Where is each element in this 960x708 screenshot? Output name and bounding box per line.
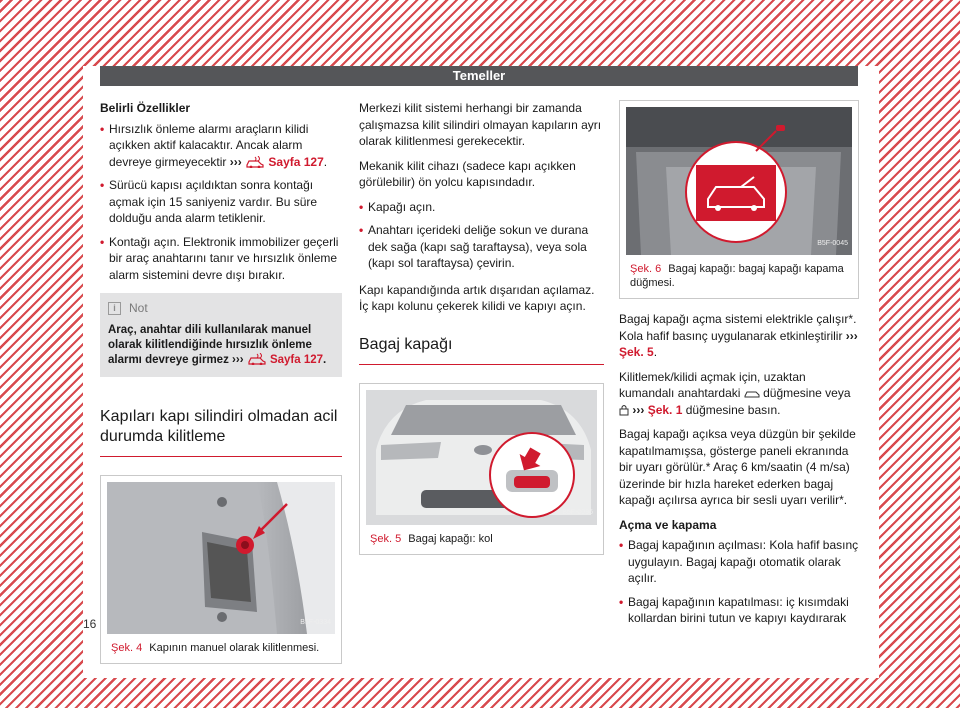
paragraph: Merkezi kilit sistemi herhangi bir zamanda çalışmazsa kilit silindiri olmayan kapıların ayrı olarak kilitlenmesi gerekecektir. bbox=[359, 101, 602, 148]
section-title-emergency-lock: Kapıları kapı silindiri olmadan acil durumda kilitleme bbox=[100, 407, 342, 457]
car-unlock-icon bbox=[744, 389, 760, 399]
figure-reference-link[interactable]: ››› Şek. 1 bbox=[632, 402, 683, 417]
list-item: • Kontağı açın. Elektronik immobilizer geçerli bir araç anahtarını tanır ve hırsızlık önleme alarm sistemini devre dışı bırakır. bbox=[100, 234, 339, 282]
list-item: • Sürücü kapısı açıldıktan sonra kontağı açmak için 15 saniyeniz vardır. Bu süre dolduğu anda alarm tetiklenir. bbox=[100, 178, 318, 225]
list-item: • Kapağı açın. bbox=[359, 199, 436, 214]
section-title-trunk-lid: Bagaj kapağı bbox=[359, 335, 604, 365]
page-number: 16 bbox=[83, 617, 97, 631]
info-icon: i bbox=[108, 302, 121, 315]
trunk-button-image bbox=[626, 107, 852, 255]
figure-caption: Şek. 4 Kapının manuel olarak kilitlenmesi. bbox=[111, 642, 320, 654]
bullet-icon: • bbox=[100, 121, 105, 136]
figure-label: Şek. 5 bbox=[370, 532, 402, 545]
trunk-handle-image bbox=[366, 390, 597, 525]
list-item: • Bagaj kapağının açılması: Kola hafif basınç uygulayın. Bagaj kapağı otomatik olarak açılır. bbox=[619, 538, 859, 585]
page-reference-link[interactable]: ››› Sayfa 127 bbox=[229, 154, 324, 169]
column-right bbox=[619, 100, 859, 634]
note-title: Not bbox=[129, 301, 148, 315]
paragraph: Kilitlemek/kilidi açmak için, uzaktan kumandalı anahtardaki düğmesine veya ››› Şek. 1 düğmesine basın. bbox=[619, 369, 851, 417]
paragraph: Mekanik kilit cihazı (sadece kapı açıkken görülebilir) ön yolcu kapısındadır. bbox=[359, 158, 576, 189]
subhead-open-close: Açma ve kapama bbox=[619, 517, 717, 532]
subhead-special-features: Belirli Özellikler bbox=[100, 101, 191, 115]
column-middle bbox=[359, 100, 604, 555]
car-alarm-icon bbox=[245, 156, 265, 168]
page-header: Temeller bbox=[100, 66, 858, 86]
figure-label: Şek. 6 bbox=[630, 263, 662, 275]
figure-5 bbox=[359, 383, 604, 555]
bullet-icon: • bbox=[100, 234, 105, 249]
page-reference-link[interactable]: ››› Sayfa 127 bbox=[232, 354, 324, 366]
lock-icon bbox=[619, 404, 629, 416]
note-box: i Not Araç, anahtar dili kullanılarak manuel olarak kilitlendiğinde hırsızlık önleme alarmı devreye girmez ››› Sayfa 127. bbox=[100, 293, 342, 377]
car-alarm-icon bbox=[247, 353, 267, 365]
note-text: Araç, anahtar dili kullanılarak manuel olarak kilitlendiğinde hırsızlık önleme alarmı devreye girmez bbox=[108, 324, 312, 366]
column-left bbox=[100, 100, 342, 664]
figure-caption: Şek. 5 Bagaj kapağı: kol bbox=[370, 532, 493, 545]
figure-6 bbox=[619, 100, 859, 299]
door-edge-illustration bbox=[107, 482, 335, 634]
bullet-icon: • bbox=[100, 178, 105, 192]
paragraph: Bagaj kapağı açıksa veya düzgün bir şekilde kapatılmamışsa, gösterge paneli ekranında bir uyarı görülür.* Araç 6 km/saatin (4 m/sa) üzerinde bir hızla hareket ederken bagaj kapağı açılırsa ayrıca bir sesli uyarı verilir*. bbox=[619, 427, 856, 507]
paragraph: Kapı kapandığında artık dışarıdan açılamaz. İç kapı kolunu çekerek kilidi ve kapıyı açın. bbox=[359, 282, 595, 313]
figure-code: B5F-0096 bbox=[562, 509, 593, 516]
list-item: • Hırsızlık önleme alarmı araçların kilidi açıkken aktif kalacaktır. Ancak alarm devreye girmeyecektir ››› Sayfa 127. bbox=[100, 121, 328, 169]
figure-code: B5F-0045 bbox=[817, 239, 848, 247]
door-lock-image bbox=[107, 482, 335, 634]
figure-code: B5F-0334 bbox=[300, 618, 331, 626]
figure-reference-link[interactable]: ››› Şek. 5 bbox=[619, 328, 858, 359]
figure-4 bbox=[100, 475, 342, 664]
open-trunk-illustration bbox=[626, 107, 852, 255]
bullet-icon: • bbox=[359, 199, 364, 214]
manual-page bbox=[83, 66, 879, 678]
list-item: • Bagaj kapağının kapatılması: iç kısımdaki kollardan birini tutun ve kapıyı kaydırarak bbox=[619, 594, 849, 625]
bullet-icon: • bbox=[359, 223, 364, 237]
paragraph: Bagaj kapağı açma sistemi elektrikle çalışır*. Kola hafif basınç uygulanarak etkinleştirilir ››› Şek. 5. bbox=[619, 312, 858, 359]
bullet-icon: • bbox=[619, 594, 624, 609]
bullet-icon: • bbox=[619, 538, 624, 552]
list-item: • Anahtarı içerideki deliğe sokun ve durana dek sağa (kapı sağ taraftaysa), veya sola (kapı sol taraftaysa) çevirin. bbox=[359, 223, 589, 270]
figure-label: Şek. 4 bbox=[111, 642, 143, 654]
figure-caption: Şek. 6 Bagaj kapağı: bagaj kapağı kapama düğmesi. bbox=[630, 263, 844, 289]
